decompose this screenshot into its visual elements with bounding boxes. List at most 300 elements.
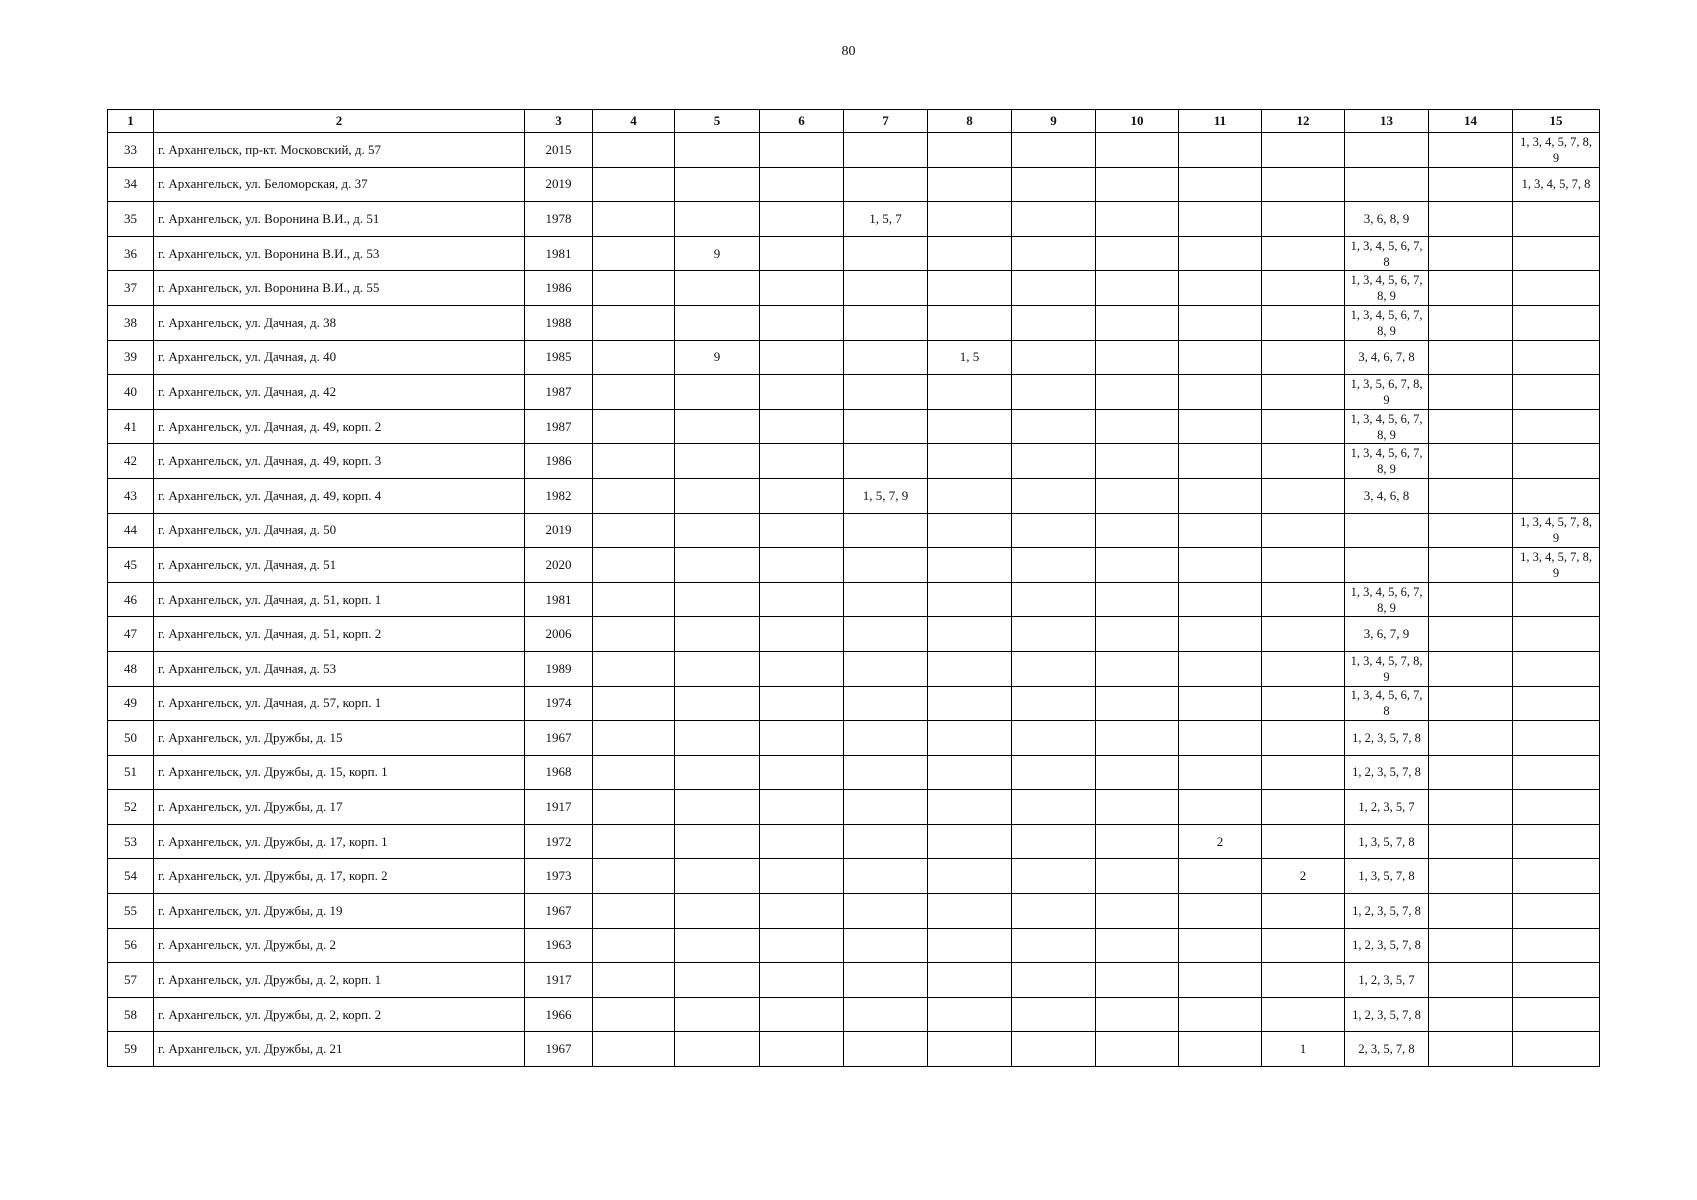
table-cell-col-4 bbox=[593, 513, 675, 548]
table-cell-col-3: 1967 bbox=[525, 1032, 593, 1067]
table-row bbox=[108, 997, 1600, 1032]
table-cell-col-10 bbox=[1096, 133, 1179, 168]
table-cell-col-8 bbox=[928, 686, 1012, 721]
table-cell-col-9 bbox=[1012, 167, 1096, 202]
table-cell-col-12 bbox=[1262, 686, 1345, 721]
table-cell-col-14 bbox=[1429, 340, 1513, 375]
table-cell-col-4 bbox=[593, 997, 675, 1032]
column-header-6: 6 bbox=[760, 110, 844, 133]
table-cell-col-9 bbox=[1012, 651, 1096, 686]
table-cell-col-10 bbox=[1096, 859, 1179, 894]
table-cell-col-7 bbox=[844, 340, 928, 375]
table-cell-col-3: 1917 bbox=[525, 790, 593, 825]
table-cell-col-14 bbox=[1429, 548, 1513, 583]
table-cell-col-11 bbox=[1179, 1032, 1262, 1067]
table-cell-col-6 bbox=[760, 478, 844, 513]
table-cell-col-8 bbox=[928, 582, 1012, 617]
table-cell-col-4 bbox=[593, 928, 675, 963]
table-cell-col-9 bbox=[1012, 305, 1096, 340]
table-body bbox=[108, 133, 1600, 1067]
table-cell-col-9 bbox=[1012, 1032, 1096, 1067]
table-cell-col-6 bbox=[760, 167, 844, 202]
table-cell-col-4 bbox=[593, 1032, 675, 1067]
column-header-5: 5 bbox=[675, 110, 760, 133]
table-cell-col-12 bbox=[1262, 513, 1345, 548]
table-cell-col-7 bbox=[844, 721, 928, 756]
column-header-8: 8 bbox=[928, 110, 1012, 133]
table-cell-col-11 bbox=[1179, 548, 1262, 583]
table-cell-col-6 bbox=[760, 340, 844, 375]
table-cell-col-9 bbox=[1012, 790, 1096, 825]
table-cell-col-10 bbox=[1096, 444, 1179, 479]
table-cell-col-13: 1, 2, 3, 5, 7, 8 bbox=[1345, 721, 1429, 756]
table-cell-col-5 bbox=[675, 755, 760, 790]
table-cell-col-5 bbox=[675, 617, 760, 652]
table-cell-col-9 bbox=[1012, 755, 1096, 790]
table-row bbox=[108, 340, 1600, 375]
table-cell-col-12 bbox=[1262, 617, 1345, 652]
table-cell-col-12 bbox=[1262, 582, 1345, 617]
table-cell-col-4 bbox=[593, 686, 675, 721]
table-cell-col-8 bbox=[928, 478, 1012, 513]
table-cell-col-1: 33 bbox=[108, 133, 154, 168]
table-cell-col-7 bbox=[844, 894, 928, 929]
table-cell-col-11: 2 bbox=[1179, 824, 1262, 859]
table-cell-col-13: 2, 3, 5, 7, 8 bbox=[1345, 1032, 1429, 1067]
table-cell-col-10 bbox=[1096, 928, 1179, 963]
table-cell-col-10 bbox=[1096, 305, 1179, 340]
table-cell-col-13: 1, 3, 4, 5, 6, 7, 8, 9 bbox=[1345, 271, 1429, 306]
table-cell-col-7 bbox=[844, 686, 928, 721]
table-cell-col-3: 2006 bbox=[525, 617, 593, 652]
table-cell-col-2: г. Архангельск, ул. Дачная, д. 51, корп. 1 bbox=[154, 582, 525, 617]
table-cell-col-11 bbox=[1179, 617, 1262, 652]
table-cell-col-6 bbox=[760, 582, 844, 617]
table-cell-col-14 bbox=[1429, 1032, 1513, 1067]
table-cell-col-13: 1, 3, 4, 5, 6, 7, 8 bbox=[1345, 686, 1429, 721]
table-cell-col-14 bbox=[1429, 997, 1513, 1032]
table-cell-col-14 bbox=[1429, 894, 1513, 929]
table-cell-col-12 bbox=[1262, 478, 1345, 513]
table-cell-col-8 bbox=[928, 617, 1012, 652]
table-cell-col-3: 2019 bbox=[525, 167, 593, 202]
table-cell-col-11 bbox=[1179, 236, 1262, 271]
table-cell-col-15 bbox=[1513, 202, 1600, 237]
table-row bbox=[108, 167, 1600, 202]
table-cell-col-4 bbox=[593, 651, 675, 686]
table-cell-col-8 bbox=[928, 1032, 1012, 1067]
table-cell-col-5 bbox=[675, 928, 760, 963]
table-cell-col-2: г. Архангельск, ул. Дружбы, д. 2, корп. 2 bbox=[154, 997, 525, 1032]
table-row bbox=[108, 548, 1600, 583]
table-row bbox=[108, 790, 1600, 825]
table-cell-col-6 bbox=[760, 790, 844, 825]
table-cell-col-11 bbox=[1179, 513, 1262, 548]
table-cell-col-9 bbox=[1012, 409, 1096, 444]
table-cell-col-1: 57 bbox=[108, 963, 154, 998]
table-cell-col-8 bbox=[928, 651, 1012, 686]
table-cell-col-4 bbox=[593, 582, 675, 617]
table-cell-col-11 bbox=[1179, 963, 1262, 998]
table-cell-col-5 bbox=[675, 271, 760, 306]
table-cell-col-13: 1, 2, 3, 5, 7, 8 bbox=[1345, 894, 1429, 929]
table-cell-col-6 bbox=[760, 202, 844, 237]
table-cell-col-5: 9 bbox=[675, 236, 760, 271]
table-cell-col-6 bbox=[760, 548, 844, 583]
table-cell-col-8 bbox=[928, 133, 1012, 168]
table-cell-col-15: 1, 3, 4, 5, 7, 8, 9 bbox=[1513, 513, 1600, 548]
table-cell-col-2: г. Архангельск, ул. Дачная, д. 53 bbox=[154, 651, 525, 686]
table-cell-col-7 bbox=[844, 824, 928, 859]
table-cell-col-11 bbox=[1179, 894, 1262, 929]
table-cell-col-6 bbox=[760, 721, 844, 756]
table-cell-col-1: 48 bbox=[108, 651, 154, 686]
table-cell-col-15 bbox=[1513, 721, 1600, 756]
table-cell-col-8 bbox=[928, 305, 1012, 340]
page-number: 80 bbox=[841, 44, 856, 59]
table-cell-col-14 bbox=[1429, 375, 1513, 410]
table-cell-col-6 bbox=[760, 271, 844, 306]
table-cell-col-15 bbox=[1513, 271, 1600, 306]
table-cell-col-1: 42 bbox=[108, 444, 154, 479]
table-cell-col-14 bbox=[1429, 721, 1513, 756]
table-cell-col-11 bbox=[1179, 133, 1262, 168]
table-cell-col-10 bbox=[1096, 894, 1179, 929]
table-cell-col-9 bbox=[1012, 963, 1096, 998]
column-header-10: 10 bbox=[1096, 110, 1179, 133]
table-cell-col-7: 1, 5, 7, 9 bbox=[844, 478, 928, 513]
table-cell-col-13: 1, 2, 3, 5, 7, 8 bbox=[1345, 997, 1429, 1032]
table-cell-col-2: г. Архангельск, ул. Дружбы, д. 17, корп. 1 bbox=[154, 824, 525, 859]
table-cell-col-1: 54 bbox=[108, 859, 154, 894]
table-cell-col-1: 37 bbox=[108, 271, 154, 306]
table-cell-col-3: 1972 bbox=[525, 824, 593, 859]
table-cell-col-4 bbox=[593, 824, 675, 859]
table-cell-col-1: 47 bbox=[108, 617, 154, 652]
table-cell-col-5 bbox=[675, 963, 760, 998]
table-cell-col-1: 49 bbox=[108, 686, 154, 721]
table-cell-col-14 bbox=[1429, 409, 1513, 444]
table-cell-col-11 bbox=[1179, 444, 1262, 479]
table-cell-col-15 bbox=[1513, 997, 1600, 1032]
table-cell-col-9 bbox=[1012, 236, 1096, 271]
table-cell-col-3: 1978 bbox=[525, 202, 593, 237]
table-cell-col-13: 1, 3, 4, 5, 6, 7, 8, 9 bbox=[1345, 582, 1429, 617]
table-cell-col-12 bbox=[1262, 790, 1345, 825]
table-cell-col-15: 1, 3, 4, 5, 7, 8, 9 bbox=[1513, 548, 1600, 583]
table-cell-col-6 bbox=[760, 513, 844, 548]
table-cell-col-2: г. Архангельск, ул. Воронина В.И., д. 55 bbox=[154, 271, 525, 306]
table-cell-col-13 bbox=[1345, 167, 1429, 202]
table-cell-col-7 bbox=[844, 755, 928, 790]
table-cell-col-13: 3, 6, 8, 9 bbox=[1345, 202, 1429, 237]
table-cell-col-8 bbox=[928, 963, 1012, 998]
table-cell-col-4 bbox=[593, 271, 675, 306]
table-cell-col-1: 52 bbox=[108, 790, 154, 825]
table-cell-col-15 bbox=[1513, 444, 1600, 479]
column-header-11: 11 bbox=[1179, 110, 1262, 133]
table-cell-col-9 bbox=[1012, 824, 1096, 859]
table-cell-col-9 bbox=[1012, 202, 1096, 237]
table-cell-col-13: 1, 2, 3, 5, 7, 8 bbox=[1345, 755, 1429, 790]
table-cell-col-4 bbox=[593, 617, 675, 652]
table-cell-col-12 bbox=[1262, 997, 1345, 1032]
table-cell-col-12 bbox=[1262, 894, 1345, 929]
table-cell-col-9 bbox=[1012, 928, 1096, 963]
table-cell-col-13 bbox=[1345, 513, 1429, 548]
table-cell-col-12 bbox=[1262, 375, 1345, 410]
table-cell-col-4 bbox=[593, 236, 675, 271]
register-table bbox=[107, 109, 1600, 1067]
table-cell-col-13: 1, 2, 3, 5, 7, 8 bbox=[1345, 928, 1429, 963]
table-cell-col-4 bbox=[593, 721, 675, 756]
table-cell-col-1: 41 bbox=[108, 409, 154, 444]
table-cell-col-1: 51 bbox=[108, 755, 154, 790]
table-cell-col-4 bbox=[593, 894, 675, 929]
table-cell-col-1: 44 bbox=[108, 513, 154, 548]
table-cell-col-4 bbox=[593, 755, 675, 790]
table-cell-col-4 bbox=[593, 548, 675, 583]
table-cell-col-8 bbox=[928, 790, 1012, 825]
table-cell-col-2: г. Архангельск, ул. Воронина В.И., д. 51 bbox=[154, 202, 525, 237]
table-cell-col-15 bbox=[1513, 859, 1600, 894]
table-cell-col-2: г. Архангельск, ул. Дружбы, д. 17 bbox=[154, 790, 525, 825]
table-cell-col-4 bbox=[593, 859, 675, 894]
table-cell-col-7 bbox=[844, 236, 928, 271]
table-cell-col-14 bbox=[1429, 582, 1513, 617]
table-cell-col-8 bbox=[928, 928, 1012, 963]
table-cell-col-6 bbox=[760, 997, 844, 1032]
table-cell-col-5 bbox=[675, 859, 760, 894]
table-cell-col-3: 1986 bbox=[525, 444, 593, 479]
column-header-1: 1 bbox=[108, 110, 154, 133]
table-cell-col-12 bbox=[1262, 409, 1345, 444]
table-row bbox=[108, 651, 1600, 686]
table-cell-col-3: 1987 bbox=[525, 375, 593, 410]
table-cell-col-1: 43 bbox=[108, 478, 154, 513]
table-cell-col-15 bbox=[1513, 1032, 1600, 1067]
table-cell-col-11 bbox=[1179, 375, 1262, 410]
table-cell-col-8 bbox=[928, 721, 1012, 756]
table-cell-col-9 bbox=[1012, 894, 1096, 929]
table-cell-col-12 bbox=[1262, 305, 1345, 340]
table-cell-col-10 bbox=[1096, 790, 1179, 825]
table-cell-col-1: 59 bbox=[108, 1032, 154, 1067]
table-cell-col-1: 36 bbox=[108, 236, 154, 271]
table-cell-col-5 bbox=[675, 548, 760, 583]
table-cell-col-11 bbox=[1179, 167, 1262, 202]
table-cell-col-7 bbox=[844, 651, 928, 686]
column-header-14: 14 bbox=[1429, 110, 1513, 133]
table-cell-col-5 bbox=[675, 824, 760, 859]
table-cell-col-1: 58 bbox=[108, 997, 154, 1032]
table-cell-col-15 bbox=[1513, 790, 1600, 825]
table-cell-col-5 bbox=[675, 997, 760, 1032]
header-row bbox=[108, 110, 1600, 133]
table-cell-col-6 bbox=[760, 236, 844, 271]
table-cell-col-3: 1917 bbox=[525, 963, 593, 998]
table-cell-col-8 bbox=[928, 548, 1012, 583]
table-row bbox=[108, 617, 1600, 652]
table-cell-col-2: г. Архангельск, ул. Беломорская, д. 37 bbox=[154, 167, 525, 202]
table-cell-col-15 bbox=[1513, 409, 1600, 444]
table-cell-col-6 bbox=[760, 409, 844, 444]
table-cell-col-11 bbox=[1179, 582, 1262, 617]
table-cell-col-5 bbox=[675, 167, 760, 202]
table-cell-col-5 bbox=[675, 202, 760, 237]
table-cell-col-1: 34 bbox=[108, 167, 154, 202]
table-cell-col-7 bbox=[844, 582, 928, 617]
table-cell-col-12 bbox=[1262, 202, 1345, 237]
table-cell-col-8 bbox=[928, 755, 1012, 790]
table-cell-col-3: 1986 bbox=[525, 271, 593, 306]
table-cell-col-12 bbox=[1262, 824, 1345, 859]
table-cell-col-13: 1, 3, 4, 5, 6, 7, 8, 9 bbox=[1345, 409, 1429, 444]
table-cell-col-2: г. Архангельск, ул. Дружбы, д. 17, корп. 2 bbox=[154, 859, 525, 894]
table-row bbox=[108, 582, 1600, 617]
table-cell-col-1: 53 bbox=[108, 824, 154, 859]
table-cell-col-9 bbox=[1012, 513, 1096, 548]
table-cell-col-15 bbox=[1513, 894, 1600, 929]
table-cell-col-12 bbox=[1262, 133, 1345, 168]
table-cell-col-3: 1982 bbox=[525, 478, 593, 513]
table-cell-col-14 bbox=[1429, 236, 1513, 271]
table-cell-col-6 bbox=[760, 894, 844, 929]
table-row bbox=[108, 271, 1600, 306]
table-cell-col-4 bbox=[593, 340, 675, 375]
table-cell-col-6 bbox=[760, 375, 844, 410]
table-cell-col-11 bbox=[1179, 202, 1262, 237]
table-cell-col-12 bbox=[1262, 963, 1345, 998]
table-cell-col-5 bbox=[675, 1032, 760, 1067]
table-cell-col-1: 46 bbox=[108, 582, 154, 617]
table-cell-col-6 bbox=[760, 1032, 844, 1067]
table-cell-col-8 bbox=[928, 236, 1012, 271]
column-header-3: 3 bbox=[525, 110, 593, 133]
table-cell-col-2: г. Архангельск, ул. Дружбы, д. 21 bbox=[154, 1032, 525, 1067]
table-cell-col-12 bbox=[1262, 236, 1345, 271]
table-cell-col-13: 3, 6, 7, 9 bbox=[1345, 617, 1429, 652]
table-cell-col-1: 38 bbox=[108, 305, 154, 340]
table-cell-col-1: 40 bbox=[108, 375, 154, 410]
table-cell-col-15 bbox=[1513, 305, 1600, 340]
table-cell-col-7 bbox=[844, 167, 928, 202]
table-cell-col-13: 1, 3, 5, 7, 8 bbox=[1345, 824, 1429, 859]
table-row bbox=[108, 375, 1600, 410]
column-header-13: 13 bbox=[1345, 110, 1429, 133]
table-cell-col-4 bbox=[593, 444, 675, 479]
table-cell-col-11 bbox=[1179, 928, 1262, 963]
table-cell-col-10 bbox=[1096, 340, 1179, 375]
table-cell-col-10 bbox=[1096, 963, 1179, 998]
table-cell-col-8 bbox=[928, 375, 1012, 410]
table-cell-col-9 bbox=[1012, 133, 1096, 168]
table-cell-col-6 bbox=[760, 686, 844, 721]
table-cell-col-10 bbox=[1096, 997, 1179, 1032]
table-row bbox=[108, 444, 1600, 479]
table-cell-col-6 bbox=[760, 755, 844, 790]
table-cell-col-7 bbox=[844, 409, 928, 444]
table-row bbox=[108, 824, 1600, 859]
table-cell-col-7 bbox=[844, 1032, 928, 1067]
table-cell-col-13: 1, 3, 5, 7, 8 bbox=[1345, 859, 1429, 894]
table-cell-col-14 bbox=[1429, 824, 1513, 859]
table-cell-col-9 bbox=[1012, 271, 1096, 306]
table-cell-col-8 bbox=[928, 167, 1012, 202]
table-row bbox=[108, 305, 1600, 340]
table-cell-col-5 bbox=[675, 375, 760, 410]
table-cell-col-12 bbox=[1262, 271, 1345, 306]
table-cell-col-4 bbox=[593, 305, 675, 340]
table-cell-col-14 bbox=[1429, 167, 1513, 202]
table-cell-col-14 bbox=[1429, 305, 1513, 340]
table-row bbox=[108, 755, 1600, 790]
column-header-7: 7 bbox=[844, 110, 928, 133]
table-cell-col-10 bbox=[1096, 236, 1179, 271]
table-cell-col-1: 35 bbox=[108, 202, 154, 237]
table-cell-col-12 bbox=[1262, 167, 1345, 202]
table-cell-col-10 bbox=[1096, 202, 1179, 237]
table-cell-col-11 bbox=[1179, 790, 1262, 825]
table-cell-col-9 bbox=[1012, 548, 1096, 583]
table-cell-col-2: г. Архангельск, пр-кт. Московский, д. 57 bbox=[154, 133, 525, 168]
table-cell-col-7 bbox=[844, 548, 928, 583]
table-cell-col-2: г. Архангельск, ул. Дачная, д. 38 bbox=[154, 305, 525, 340]
table-cell-col-5 bbox=[675, 790, 760, 825]
table-cell-col-8 bbox=[928, 894, 1012, 929]
table-cell-col-3: 1981 bbox=[525, 236, 593, 271]
table-cell-col-14 bbox=[1429, 617, 1513, 652]
table-cell-col-8 bbox=[928, 824, 1012, 859]
table-cell-col-10 bbox=[1096, 375, 1179, 410]
table-cell-col-7 bbox=[844, 513, 928, 548]
table-cell-col-3: 1966 bbox=[525, 997, 593, 1032]
table-cell-col-3: 1989 bbox=[525, 651, 593, 686]
table-cell-col-9 bbox=[1012, 340, 1096, 375]
table-cell-col-9 bbox=[1012, 997, 1096, 1032]
table-cell-col-1: 55 bbox=[108, 894, 154, 929]
table-cell-col-5 bbox=[675, 894, 760, 929]
table-cell-col-12 bbox=[1262, 755, 1345, 790]
table-cell-col-2: г. Архангельск, ул. Дачная, д. 42 bbox=[154, 375, 525, 410]
table-cell-col-10 bbox=[1096, 1032, 1179, 1067]
table-cell-col-15: 1, 3, 4, 5, 7, 8 bbox=[1513, 167, 1600, 202]
column-header-4: 4 bbox=[593, 110, 675, 133]
table-cell-col-8 bbox=[928, 409, 1012, 444]
table-cell-col-3: 1967 bbox=[525, 894, 593, 929]
table-cell-col-14 bbox=[1429, 513, 1513, 548]
table-cell-col-15 bbox=[1513, 236, 1600, 271]
table-cell-col-11 bbox=[1179, 478, 1262, 513]
table-cell-col-12 bbox=[1262, 721, 1345, 756]
table-row bbox=[108, 1032, 1600, 1067]
table-cell-col-2: г. Архангельск, ул. Дачная, д. 49, корп. 4 bbox=[154, 478, 525, 513]
table-cell-col-5 bbox=[675, 478, 760, 513]
table-row bbox=[108, 133, 1600, 168]
table-cell-col-11 bbox=[1179, 651, 1262, 686]
table-cell-col-7 bbox=[844, 617, 928, 652]
table-cell-col-2: г. Архангельск, ул. Дачная, д. 50 bbox=[154, 513, 525, 548]
table-cell-col-14 bbox=[1429, 755, 1513, 790]
table-cell-col-13: 3, 4, 6, 7, 8 bbox=[1345, 340, 1429, 375]
table-cell-col-1: 50 bbox=[108, 721, 154, 756]
table-cell-col-7 bbox=[844, 963, 928, 998]
table-cell-col-14 bbox=[1429, 859, 1513, 894]
table-cell-col-2: г. Архангельск, ул. Дружбы, д. 15 bbox=[154, 721, 525, 756]
column-header-9: 9 bbox=[1012, 110, 1096, 133]
table-cell-col-7 bbox=[844, 444, 928, 479]
table-cell-col-10 bbox=[1096, 721, 1179, 756]
